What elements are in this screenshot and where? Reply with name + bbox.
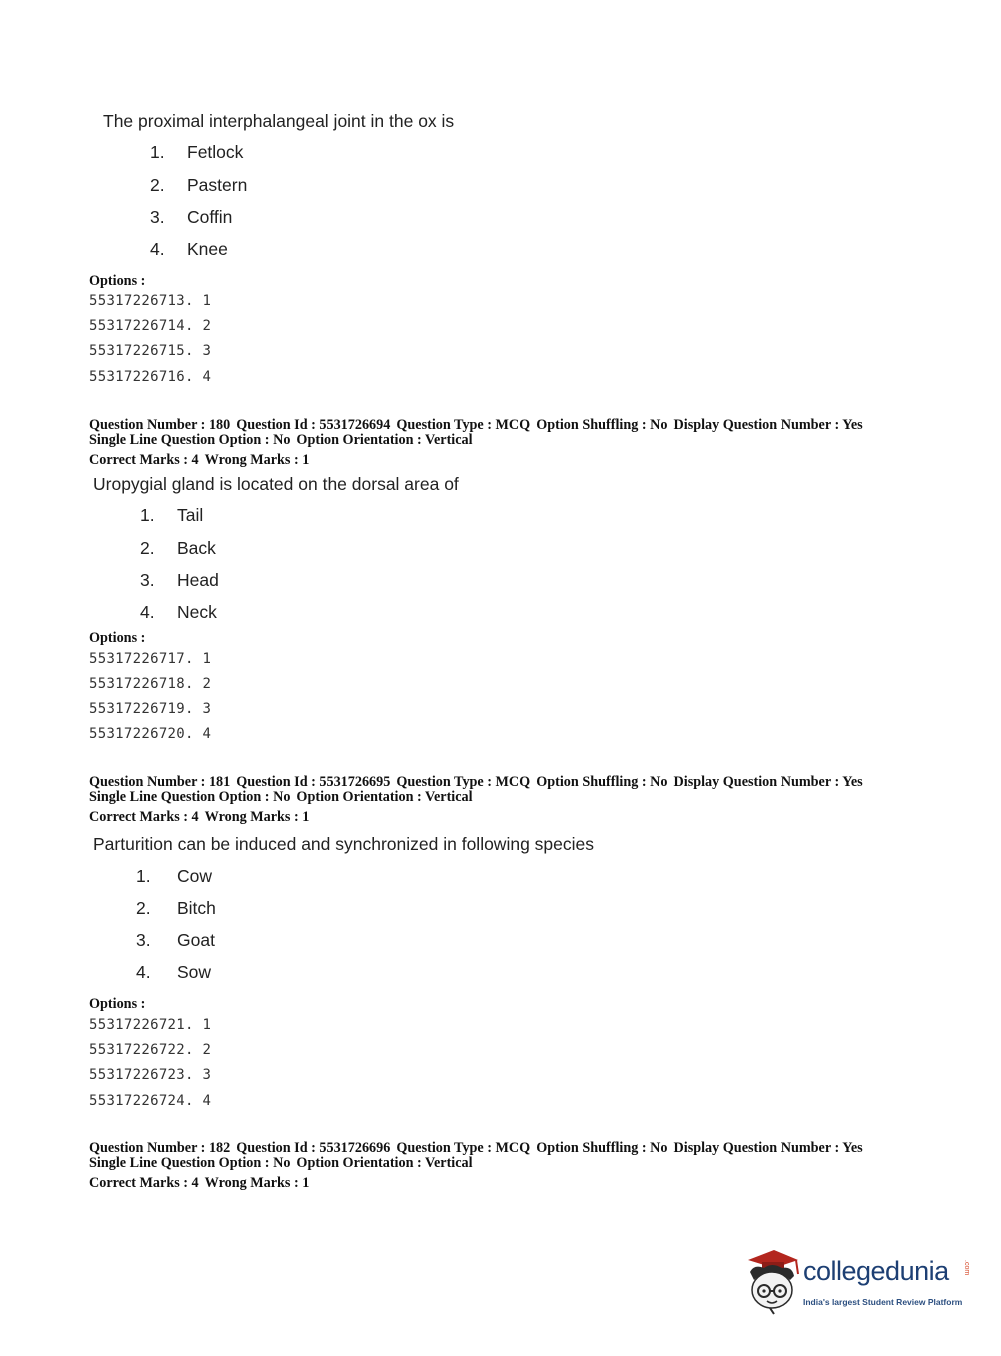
question-meta-line-1	[89, 1141, 869, 1156]
meta-field: Single Line Question Option : No	[89, 1155, 291, 1171]
choice-number: 4.	[140, 602, 155, 622]
meta-field: Question Number : 181	[89, 774, 231, 790]
choice-label: Cow	[177, 866, 213, 886]
choice-item	[136, 898, 216, 919]
meta-field: Option Orientation : Vertical	[296, 1155, 473, 1171]
question-meta-line-2	[89, 790, 479, 805]
brand-domain-suffix: .com	[963, 1260, 970, 1276]
choice-number: 2.	[150, 175, 165, 195]
option-id: 55317226724. 4	[89, 1093, 212, 1109]
option-id: 55317226714. 2	[89, 318, 212, 334]
choice-number: 4.	[136, 962, 151, 982]
choice-item	[136, 930, 215, 951]
choice-label: Tail	[177, 505, 204, 525]
meta-field: Question Number : 182	[89, 1140, 231, 1156]
meta-field: Display Question Number : Yes	[673, 417, 863, 433]
choice-label: Fetlock	[187, 142, 244, 162]
choice-label: Sow	[177, 962, 212, 982]
meta-field: Correct Marks : 4	[89, 1175, 199, 1191]
meta-field: Display Question Number : Yes	[673, 774, 863, 790]
question-text: Parturition can be induced and synchronized in following species	[93, 834, 594, 854]
question-marks	[89, 810, 315, 825]
choice-number: 1.	[150, 142, 165, 162]
meta-field: Option Shuffling : No	[536, 1140, 668, 1156]
option-id: 55317226719. 3	[89, 701, 212, 717]
meta-field: Question Id : 5531726695	[236, 774, 391, 790]
meta-field: Wrong Marks : 1	[204, 809, 310, 825]
question-text: The proximal interphalangeal joint in the ox is	[103, 111, 455, 131]
meta-field: Option Orientation : Vertical	[296, 432, 473, 448]
option-id: 55317226722. 2	[89, 1042, 212, 1058]
collegedunia-logo	[740, 1246, 970, 1316]
question-meta-line-2	[89, 433, 479, 448]
meta-field: Question Type : MCQ	[396, 774, 531, 790]
meta-field: Correct Marks : 4	[89, 809, 199, 825]
brand-tagline: India's largest Student Review Platform	[803, 1297, 963, 1307]
choice-label: Bitch	[177, 898, 216, 918]
choice-item	[136, 962, 211, 983]
option-id: 55317226718. 2	[89, 676, 212, 692]
meta-field: Single Line Question Option : No	[89, 432, 291, 448]
option-id: 55317226717. 1	[89, 651, 212, 667]
choice-item	[140, 570, 219, 591]
question-text: Uropygial gland is located on the dorsal area of	[93, 474, 459, 494]
choice-number: 3.	[136, 930, 151, 950]
choice-item	[136, 866, 212, 887]
meta-field: Question Type : MCQ	[396, 417, 531, 433]
options-label: Options :	[89, 273, 146, 289]
mascot-icon	[740, 1246, 802, 1316]
meta-field: Option Orientation : Vertical	[296, 789, 473, 805]
choice-item	[150, 207, 232, 228]
choice-label: Head	[177, 570, 219, 590]
choice-number: 1.	[140, 505, 155, 525]
option-id: 55317226713. 1	[89, 293, 212, 309]
meta-field: Wrong Marks : 1	[204, 1175, 310, 1191]
choice-label: Goat	[177, 930, 215, 950]
question-meta-line-1	[89, 775, 869, 790]
options-label: Options :	[89, 996, 146, 1012]
option-id: 55317226715. 3	[89, 343, 212, 359]
choice-label: Knee	[187, 239, 228, 259]
meta-field: Question Number : 180	[89, 417, 231, 433]
choice-number: 3.	[150, 207, 165, 227]
meta-field: Single Line Question Option : No	[89, 789, 291, 805]
meta-field: Wrong Marks : 1	[204, 452, 310, 468]
option-id: 55317226721. 1	[89, 1017, 212, 1033]
choice-item	[150, 239, 228, 260]
meta-field: Correct Marks : 4	[89, 452, 199, 468]
choice-item	[140, 602, 217, 623]
choice-item	[150, 142, 243, 163]
choice-item	[140, 505, 203, 526]
choice-label: Back	[177, 538, 216, 558]
choice-number: 3.	[140, 570, 155, 590]
question-marks	[89, 1176, 315, 1191]
option-id: 55317226716. 4	[89, 369, 212, 385]
question-meta-line-2	[89, 1156, 479, 1171]
choice-number: 2.	[136, 898, 151, 918]
meta-field: Question Id : 5531726696	[236, 1140, 391, 1156]
meta-field: Question Type : MCQ	[396, 1140, 531, 1156]
options-label: Options :	[89, 630, 146, 646]
choice-item	[150, 175, 247, 196]
choice-label: Neck	[177, 602, 217, 622]
choice-number: 4.	[150, 239, 165, 259]
choice-label: Coffin	[187, 207, 233, 227]
question-meta-line-1	[89, 418, 869, 433]
brand-name: collegedunia	[803, 1256, 949, 1286]
choice-label: Pastern	[187, 175, 248, 195]
meta-field: Display Question Number : Yes	[673, 1140, 863, 1156]
meta-field: Question Id : 5531726694	[236, 417, 391, 433]
choice-number: 1.	[136, 866, 151, 886]
meta-field: Option Shuffling : No	[536, 417, 668, 433]
option-id: 55317226723. 3	[89, 1067, 212, 1083]
option-id: 55317226720. 4	[89, 726, 212, 742]
meta-field: Option Shuffling : No	[536, 774, 668, 790]
choice-item	[140, 538, 216, 559]
choice-number: 2.	[140, 538, 155, 558]
question-marks	[89, 453, 315, 468]
